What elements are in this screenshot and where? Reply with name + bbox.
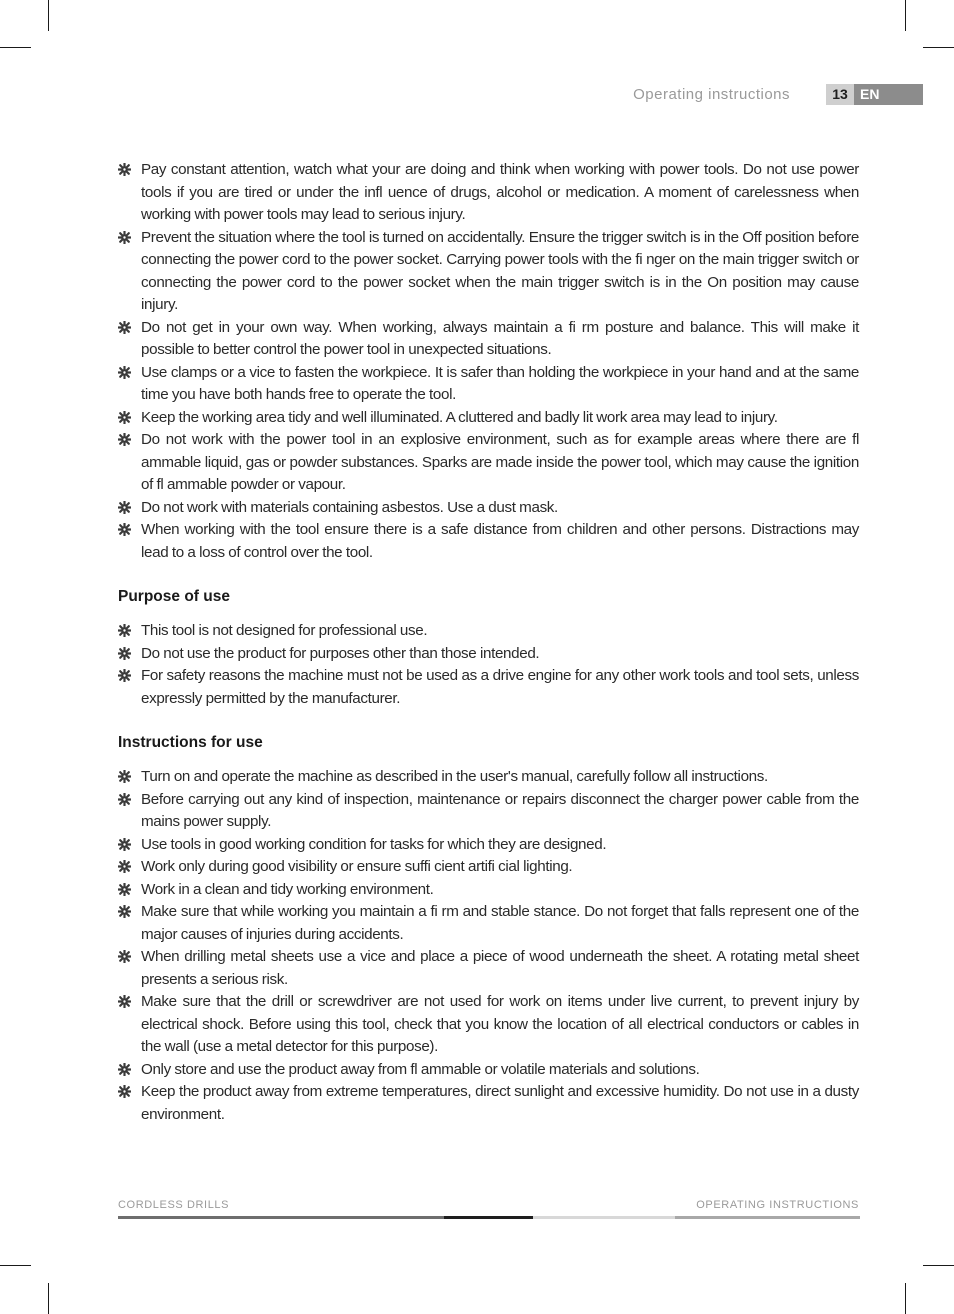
crop-mark-bottom-left-horizontal bbox=[0, 1265, 31, 1266]
list-item bbox=[118, 620, 859, 643]
list-item bbox=[118, 834, 859, 857]
crop-mark-top-left-vertical bbox=[48, 0, 49, 31]
gear-bullet-icon bbox=[118, 501, 131, 514]
list-item-text: When drilling metal sheets use a vice and place a piece of wood underneath the sheet. A rotating metal sheet presents a serious risk. bbox=[141, 948, 859, 988]
gear-bullet-icon bbox=[118, 647, 131, 660]
gear-bullet-icon bbox=[118, 411, 131, 424]
gear-bullet-icon bbox=[118, 433, 131, 446]
list-item bbox=[118, 159, 859, 227]
list-item-text: Make sure that while working you maintain a fi rm and stable stance. Do not forget that falls represent one of the major causes of injuries during accidents. bbox=[141, 903, 859, 943]
header-title: Operating instructions bbox=[633, 86, 790, 103]
gear-bullet-icon bbox=[118, 838, 131, 851]
crop-mark-top-right-horizontal bbox=[923, 47, 954, 48]
footer-right-label: OPERATING INSTRUCTIONS bbox=[696, 1199, 859, 1211]
list-item-text: Before carrying out any kind of inspection, maintenance or repairs disconnect the charger power cable from the mains power supply. bbox=[141, 790, 859, 830]
purpose-list bbox=[118, 620, 859, 710]
list-item bbox=[118, 766, 859, 789]
list-item bbox=[118, 789, 859, 834]
list-item bbox=[118, 317, 859, 362]
list-item bbox=[118, 429, 859, 497]
crop-mark-top-left-horizontal bbox=[0, 47, 31, 48]
list-item bbox=[118, 665, 859, 710]
gear-bullet-icon bbox=[118, 669, 131, 682]
list-item-text: Use tools in good working condition for tasks for which they are designed. bbox=[141, 835, 607, 853]
gear-bullet-icon bbox=[118, 883, 131, 896]
gear-bullet-icon bbox=[118, 995, 131, 1008]
list-item-text: Keep the product away from extreme temperatures, direct sunlight and excessive humidity. Do not use in a dusty environment. bbox=[141, 1083, 859, 1123]
gear-bullet-icon bbox=[118, 770, 131, 783]
list-item-text: Do not use the product for purposes other than those intended. bbox=[141, 644, 540, 662]
list-item-text: Turn on and operate the machine as described in the user's manual, carefully follow all instructions. bbox=[141, 768, 768, 785]
list-item-text: Pay constant attention, watch what your are doing and think when working with power tools. Do not use power tools if you are tired or under the infl uence of drugs, alcohol or medication. A moment of carelessness when working with power tools may lead to serious injury. bbox=[141, 161, 859, 223]
gear-bullet-icon bbox=[118, 860, 131, 873]
list-item bbox=[118, 991, 859, 1059]
footer-bar-segment-2 bbox=[444, 1216, 533, 1219]
crop-mark-bottom-right-horizontal bbox=[923, 1265, 954, 1266]
list-item bbox=[118, 407, 859, 430]
list-item bbox=[118, 879, 859, 902]
list-item bbox=[118, 856, 859, 879]
list-item-text: Do not get in your own way. When working, always maintain a fi rm posture and balance. This will make it possible to better control the power tool in unexpected situations. bbox=[141, 318, 859, 358]
crop-mark-top-right-vertical bbox=[905, 0, 906, 31]
footer-bar-segment-1 bbox=[118, 1216, 444, 1219]
list-item-text: Work in a clean and tidy working environment. bbox=[141, 880, 434, 898]
list-item bbox=[118, 1081, 859, 1126]
list-item-text: Do not work with the power tool in an explosive environment, such as for example areas where there are fl ammable liquid, gas or powder substances. Sparks are made inside the power tool, which may cause the ignition of fl ammable powder or vapour. bbox=[141, 431, 859, 493]
gear-bullet-icon bbox=[118, 905, 131, 918]
list-item-text: Make sure that the drill or screwdriver are not used for work on items under live current, to prevent injury by electrical shock. Before using this tool, check that you know the location of all electrical conductors or cables in the wall (use a metal detector for this purpose). bbox=[141, 993, 859, 1055]
list-item bbox=[118, 946, 859, 991]
gear-bullet-icon bbox=[118, 1085, 131, 1098]
gear-bullet-icon bbox=[118, 163, 131, 176]
list-item-text: Keep the working area tidy and well illuminated. A cluttered and badly lit work area may lead to injury. bbox=[141, 408, 778, 426]
page-content bbox=[118, 159, 859, 1126]
crop-mark-bottom-right-vertical bbox=[905, 1283, 906, 1314]
gear-bullet-icon bbox=[118, 366, 131, 379]
crop-mark-bottom-left-vertical bbox=[48, 1283, 49, 1314]
page-number: 13 bbox=[826, 84, 854, 105]
list-item bbox=[118, 362, 859, 407]
footer-left-label: CORDLESS DRILLS bbox=[118, 1199, 230, 1211]
list-item-text: This tool is not designed for professional use. bbox=[141, 622, 428, 639]
gear-bullet-icon bbox=[118, 231, 131, 244]
list-item-text: Only store and use the product away from fl ammable or volatile materials and solutions. bbox=[141, 1060, 700, 1078]
footer-bar-segment-4 bbox=[675, 1216, 860, 1219]
footer-bar-segment-3 bbox=[533, 1216, 675, 1219]
list-item bbox=[118, 519, 859, 564]
language-code: EN bbox=[854, 84, 923, 105]
list-item bbox=[118, 1059, 859, 1082]
list-item-text: Do not work with materials containing asbestos. Use a dust mask. bbox=[141, 498, 558, 516]
list-item-text: Prevent the situation where the tool is turned on accidentally. Ensure the trigger switch is in the Off position before connecting the power cord to the power socket. Carrying power tools with the fi nger on the main trigger switch or connecting the power cord to the power socket when the main trigger switch is in the On position may cause injury. bbox=[141, 228, 859, 313]
gear-bullet-icon bbox=[118, 950, 131, 963]
list-item-text: When working with the tool ensure there is a safe distance from children and other persons. Distractions may lead to a loss of control over the tool. bbox=[141, 521, 859, 561]
instructions-list bbox=[118, 766, 859, 1126]
gear-bullet-icon bbox=[118, 793, 131, 806]
gear-bullet-icon bbox=[118, 523, 131, 536]
gear-bullet-icon bbox=[118, 321, 131, 334]
list-item bbox=[118, 643, 859, 666]
list-item-text: Work only during good visibility or ensure suffi cient artifi cial lighting. bbox=[141, 858, 573, 875]
purpose-heading: Purpose of use bbox=[118, 588, 230, 605]
list-item-text: Use clamps or a vice to fasten the workpiece. It is safer than holding the workpiece in your hand and at the same time you have both hands free to operate the tool. bbox=[141, 363, 859, 403]
gear-bullet-icon bbox=[118, 624, 131, 637]
list-item-text: For safety reasons the machine must not be used as a drive engine for any other work tools and tool sets, unless expressly permitted by the manufacturer. bbox=[141, 667, 859, 707]
list-item bbox=[118, 901, 859, 946]
gear-bullet-icon bbox=[118, 1063, 131, 1076]
list-item bbox=[118, 497, 859, 520]
list-item bbox=[118, 227, 859, 317]
instructions-heading: Instructions for use bbox=[118, 734, 263, 751]
safety-list bbox=[118, 159, 859, 564]
page-badge bbox=[826, 84, 923, 105]
